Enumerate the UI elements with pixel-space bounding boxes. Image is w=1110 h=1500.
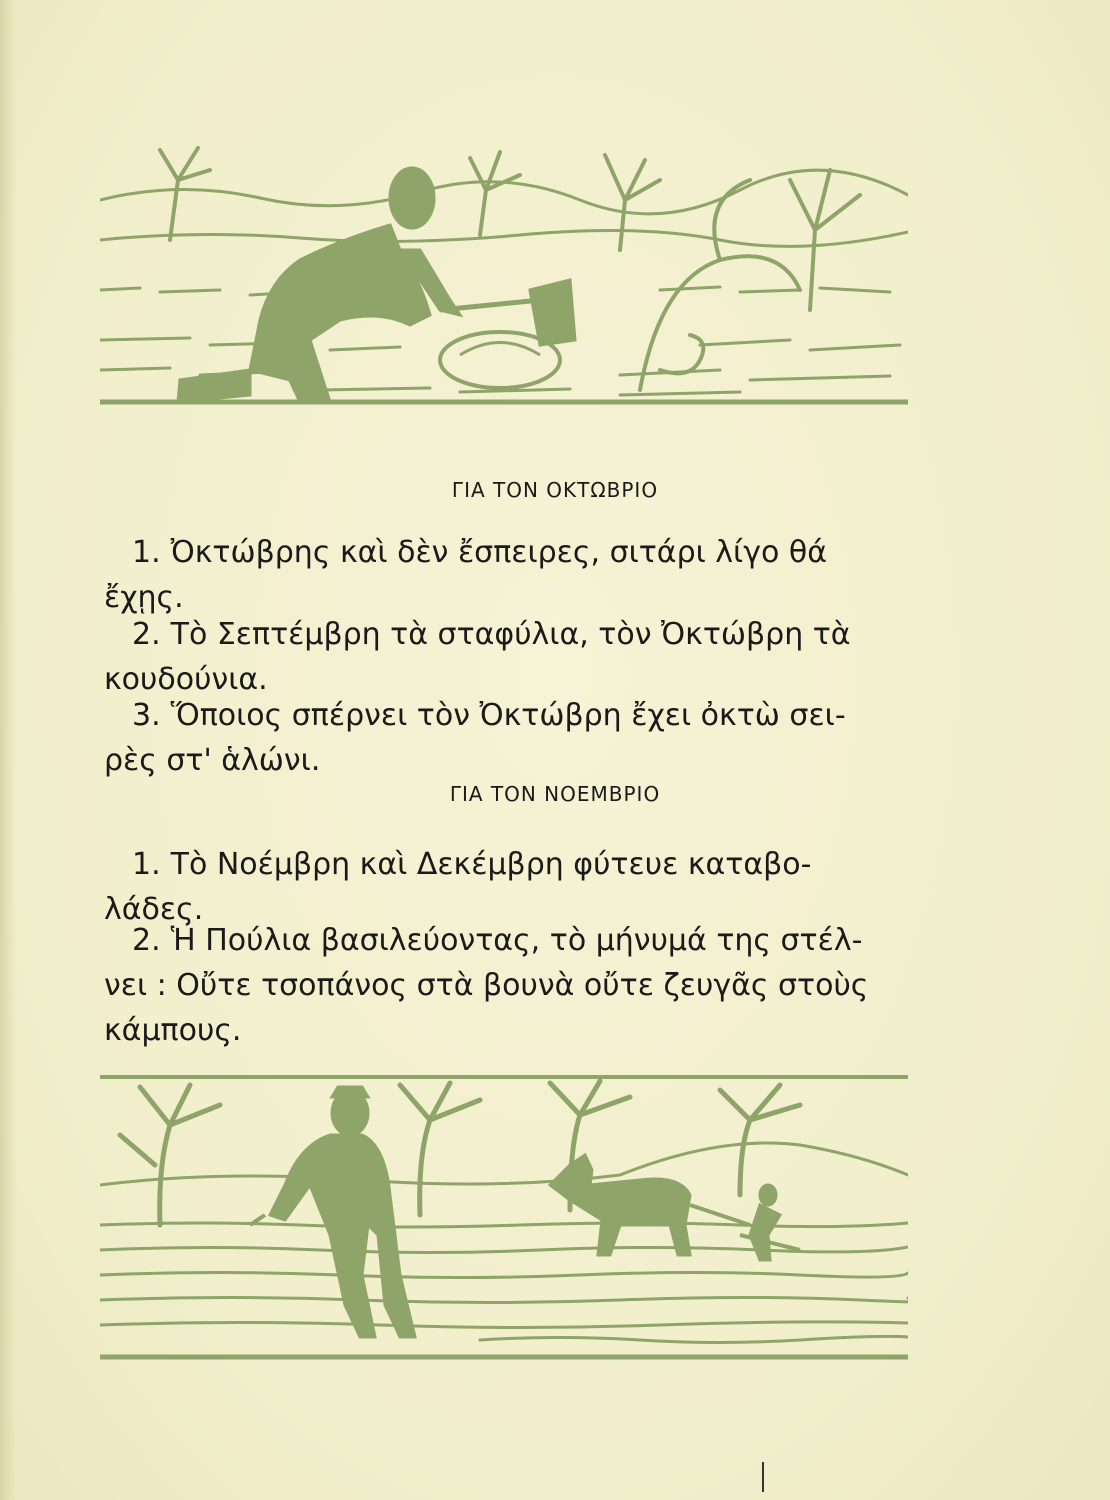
proverb-number: 2. [132, 923, 161, 958]
proverb-number: 1. [132, 535, 161, 570]
october-proverb-3 [104, 693, 924, 783]
proverb-line: Τὸ Νοέμβρη καὶ Δεκέμβρη φύτευε καταβο- [170, 847, 812, 882]
illustration-sower-and-plough [100, 1075, 908, 1360]
proverb-line: ρὲς στ' ἁλώνι. [104, 743, 321, 778]
proverb-line: νει : Οὔτε τσοπάνος στὰ βουνὰ οὔτε ζευγᾶς στοὺς [104, 968, 869, 1003]
page-edge-shadow [0, 0, 16, 1500]
heading-october: ΓΙΑ ΤΟΝ ΟΚΤΩΒΡΙΟ [451, 478, 659, 502]
illustration-man-digging [100, 140, 908, 440]
woodcut-digging [100, 140, 908, 440]
page-mark [762, 1462, 764, 1492]
proverb-line: Ὀκτώβρης καὶ δὲν ἔσπειρες, σιτάρι λίγο θά [170, 535, 827, 570]
proverb-number: 2. [132, 617, 161, 652]
woodcut-sowing [100, 1075, 908, 1360]
proverb-number: 1. [132, 847, 161, 882]
proverb-line: κάμπους. [104, 1013, 242, 1048]
proverb-line: κουδούνια. [104, 662, 268, 697]
october-proverb-2 [104, 612, 924, 702]
proverb-line: Ἡ Πούλια βασιλεύοντας, τὸ μήνυμά της στέλ- [170, 923, 863, 958]
heading-november: ΓΙΑ ΤΟΝ ΝΟΕΜΒΡΙΟ [449, 782, 661, 806]
proverb-line: Τὸ Σεπτέμβρη τὰ σταφύλια, τὸν Ὀκτώβρη τὰ [170, 617, 851, 652]
proverb-line: ἔχῃς. [104, 580, 184, 615]
proverb-line: λάδες. [104, 892, 204, 927]
october-proverb-1 [104, 530, 924, 620]
proverb-number: 3. [132, 698, 161, 733]
proverb-line: Ὅποιος σπέρνει τὸν Ὀκτώβρη ἔχει ὀκτὼ σει- [170, 698, 846, 733]
november-proverb-2 [104, 918, 924, 1053]
